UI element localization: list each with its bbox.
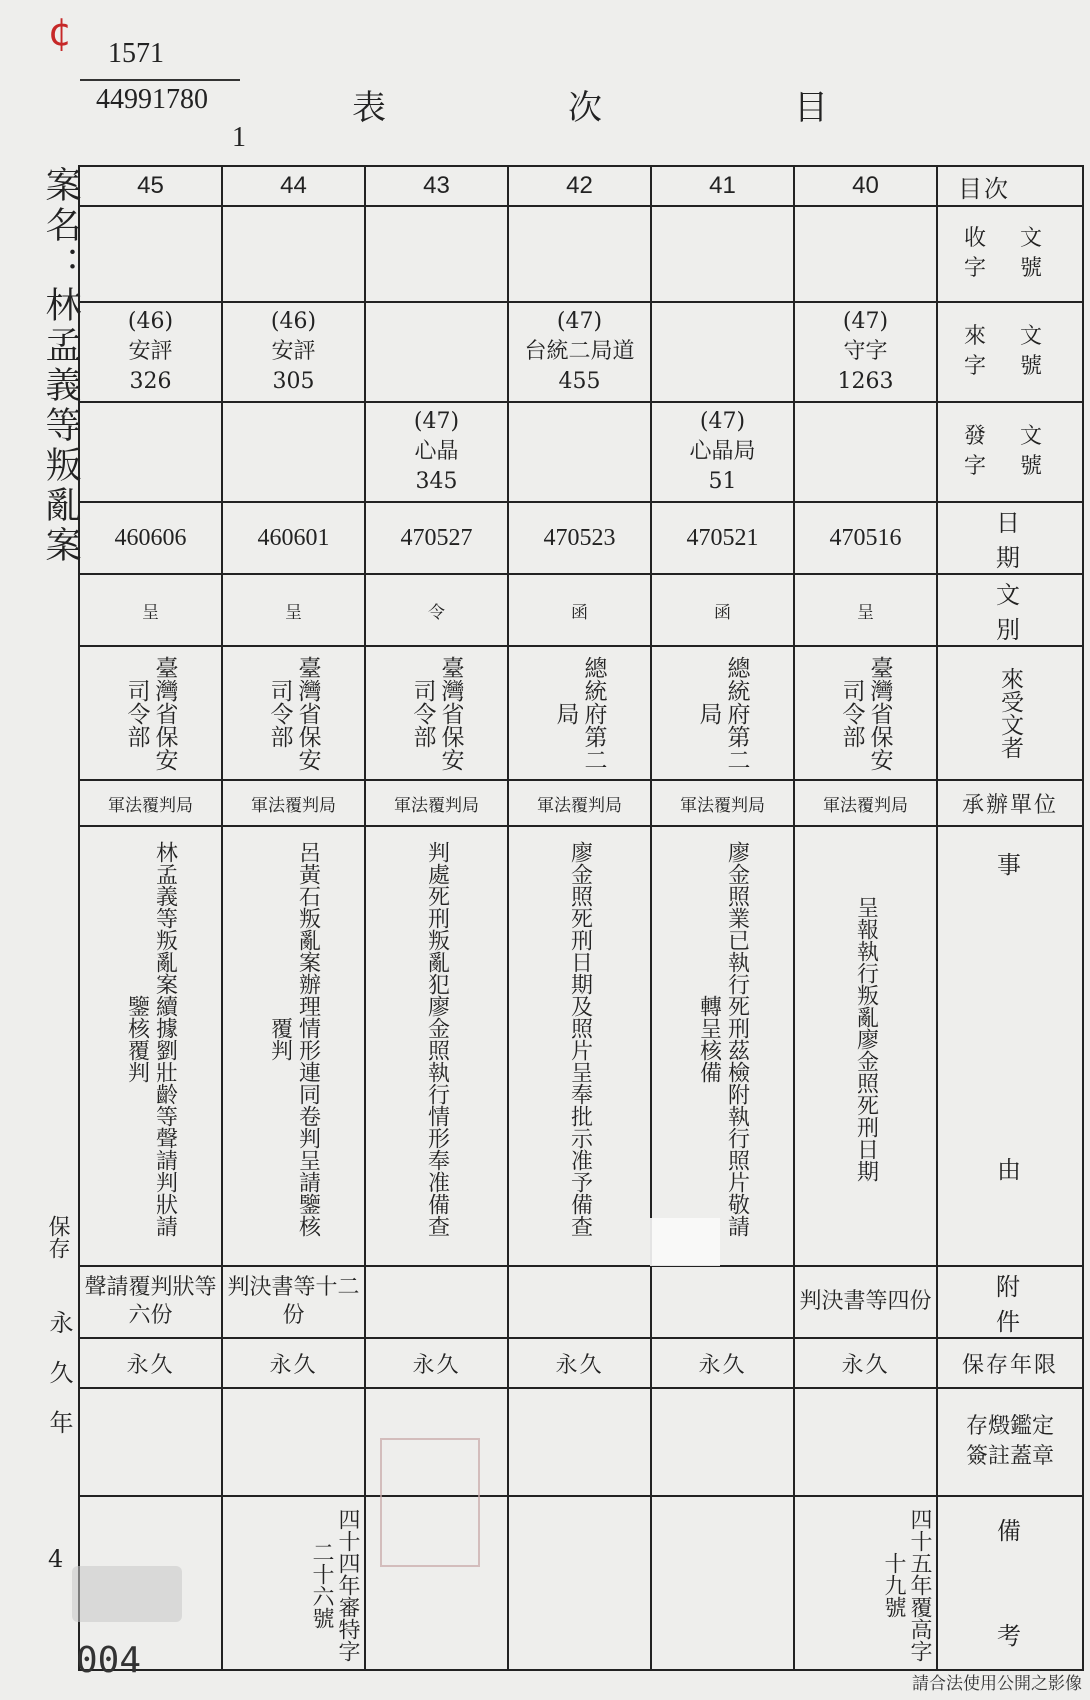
file-denominator: 44991780 bbox=[96, 84, 208, 115]
label-handler: 承辦單位 bbox=[937, 780, 1083, 826]
label-send-no-1: 發文 bbox=[963, 424, 1076, 449]
subject: 廖金照死刑日期及照片呈奉批示准予備查 bbox=[567, 841, 593, 1237]
retention: 永久 bbox=[79, 1338, 222, 1388]
retention: 永久 bbox=[794, 1338, 937, 1388]
date-value: 460606 bbox=[79, 502, 222, 574]
attachment bbox=[508, 1266, 651, 1338]
subject: 林孟義等叛亂案續據劉壯齡等聲請判狀請鑒核覆判 bbox=[124, 841, 178, 1237]
correspondent: 臺灣省保安司令部 bbox=[838, 655, 893, 771]
row-subject bbox=[79, 826, 1083, 1266]
come-number: 1263 bbox=[837, 369, 894, 394]
correspondent: 臺灣省保安司令部 bbox=[409, 655, 464, 771]
subject: 判處死刑叛亂犯廖金照執行情形奉准備查 bbox=[424, 841, 450, 1237]
label-attachment: 附件 bbox=[937, 1266, 1083, 1338]
side-number: 4 bbox=[48, 1545, 64, 1573]
col-no: 42 bbox=[508, 166, 651, 206]
preservation-value: 永久年 bbox=[45, 1310, 73, 1460]
volume-number: 1 bbox=[232, 122, 246, 153]
label-remark-bottom: 考 bbox=[997, 1622, 1023, 1650]
row-handler bbox=[79, 780, 1083, 826]
label-retention: 保存年限 bbox=[937, 1338, 1083, 1388]
label-recv-no-2: 字號 bbox=[963, 256, 1076, 281]
subject: 呂黃石叛亂案辦理情形連同卷判呈請鑒核覆判 bbox=[267, 841, 321, 1237]
red-seal-stamp bbox=[380, 1438, 480, 1567]
col-no: 44 bbox=[222, 166, 365, 206]
doc-type: 函 bbox=[508, 574, 651, 646]
title-char-2: 次 bbox=[568, 88, 604, 128]
row-seal bbox=[79, 1388, 1083, 1496]
handler: 軍法覆判局 bbox=[651, 780, 794, 826]
row-come-no bbox=[79, 302, 1083, 402]
handler: 軍法覆判局 bbox=[365, 780, 508, 826]
attachment: 判決書等四份 bbox=[794, 1266, 937, 1338]
come-year: (47) bbox=[556, 309, 603, 334]
send-word: 心晶 bbox=[414, 439, 459, 464]
label-correspondent: 來受文者 bbox=[997, 667, 1023, 759]
handler: 軍法覆判局 bbox=[222, 780, 365, 826]
come-number: 455 bbox=[558, 369, 601, 394]
retention: 永久 bbox=[508, 1338, 651, 1388]
file-numerator: 1571 bbox=[108, 38, 164, 69]
subject: 廖金照業已執行死刑茲檢附執行照片敬請轉呈核備 bbox=[696, 841, 750, 1237]
row-date bbox=[79, 502, 1083, 574]
doc-type: 呈 bbox=[79, 574, 222, 646]
send-number: 345 bbox=[415, 469, 458, 494]
doc-type: 呈 bbox=[794, 574, 937, 646]
remark: 四十五年覆高字十九號 bbox=[881, 1508, 932, 1662]
row-order bbox=[79, 166, 1083, 206]
fraction-line bbox=[80, 79, 240, 81]
label-seal-1: 存燬鑑定 bbox=[965, 1414, 1054, 1439]
attachment bbox=[365, 1266, 508, 1338]
come-word: 安評 bbox=[128, 339, 173, 364]
date-value: 460601 bbox=[222, 502, 365, 574]
book-icon bbox=[72, 1566, 182, 1622]
come-year: (47) bbox=[842, 309, 889, 334]
col-no: 43 bbox=[365, 166, 508, 206]
row-doc-type bbox=[79, 574, 1083, 646]
doc-type: 呈 bbox=[222, 574, 365, 646]
handler: 軍法覆判局 bbox=[79, 780, 222, 826]
retention: 永久 bbox=[365, 1338, 508, 1388]
send-year: (47) bbox=[699, 409, 746, 434]
retention: 永久 bbox=[222, 1338, 365, 1388]
doc-type: 令 bbox=[365, 574, 508, 646]
come-year: (46) bbox=[270, 309, 317, 334]
correspondent: 總統府第二局 bbox=[552, 655, 607, 771]
label-seal-2: 簽註蓋章 bbox=[965, 1444, 1054, 1469]
row-remark bbox=[79, 1496, 1083, 1670]
correspondent: 臺灣省保安司令部 bbox=[266, 655, 321, 771]
send-number: 51 bbox=[708, 469, 737, 494]
date-value: 470516 bbox=[794, 502, 937, 574]
correspondent: 總統府第二局 bbox=[695, 655, 750, 771]
label-remark-top: 備 bbox=[997, 1517, 1023, 1545]
date-value: 470527 bbox=[365, 502, 508, 574]
attachment bbox=[651, 1266, 794, 1338]
come-number: 326 bbox=[129, 369, 172, 394]
label-doc-type: 文別 bbox=[937, 574, 1083, 646]
attachment: 聲請覆判狀等六份 bbox=[79, 1266, 222, 1338]
date-value: 470521 bbox=[651, 502, 794, 574]
come-word: 守字 bbox=[843, 339, 888, 364]
subject: 呈報執行叛亂廖金照死刑日期 bbox=[853, 896, 879, 1182]
remark: 四十四年審特字二十六號 bbox=[309, 1508, 360, 1662]
row-retention bbox=[79, 1338, 1083, 1388]
correspondent: 臺灣省保安司令部 bbox=[123, 655, 178, 771]
preservation-label: 保存 bbox=[45, 1215, 70, 1259]
label-date: 日期 bbox=[937, 502, 1083, 574]
col-no: 45 bbox=[79, 166, 222, 206]
come-word: 台統二局道 bbox=[524, 339, 635, 364]
page-number: 004 bbox=[76, 1640, 142, 1681]
retention: 永久 bbox=[651, 1338, 794, 1388]
col-no: 41 bbox=[651, 166, 794, 206]
row-send-no bbox=[79, 402, 1083, 502]
label-subject-bottom: 由 bbox=[997, 1156, 1023, 1184]
date-value: 470523 bbox=[508, 502, 651, 574]
row-attachment bbox=[79, 1266, 1083, 1338]
col-no: 40 bbox=[794, 166, 937, 206]
handler: 軍法覆判局 bbox=[794, 780, 937, 826]
label-come-no-2: 字號 bbox=[963, 354, 1076, 379]
title-char-1: 表 bbox=[352, 88, 388, 128]
archive-stamp: ¢ bbox=[48, 10, 73, 54]
attachment: 判決書等十二份 bbox=[222, 1266, 365, 1338]
catalog-table bbox=[78, 165, 1084, 1671]
doc-type: 函 bbox=[651, 574, 794, 646]
handler: 軍法覆判局 bbox=[508, 780, 651, 826]
label-send-no-2: 字號 bbox=[963, 454, 1076, 479]
row-correspondent bbox=[79, 646, 1083, 780]
footer-notice: 請合法使用公開之影像 bbox=[912, 1674, 1082, 1694]
send-year: (47) bbox=[413, 409, 460, 434]
case-name: 案名：林孟義等叛亂案 bbox=[40, 166, 81, 566]
come-year: (46) bbox=[127, 309, 174, 334]
title-char-3: 目 bbox=[794, 88, 830, 128]
row-recv-no bbox=[79, 206, 1083, 302]
label-subject-top: 事 bbox=[997, 851, 1023, 879]
send-word: 心晶局 bbox=[689, 439, 756, 464]
label-come-no-1: 來文 bbox=[963, 324, 1076, 349]
come-word: 安評 bbox=[271, 339, 316, 364]
come-number: 305 bbox=[272, 369, 315, 394]
redaction-strip bbox=[650, 1218, 720, 1266]
label-recv-no-1: 收文 bbox=[963, 226, 1076, 251]
label-order: 目次 bbox=[958, 174, 1010, 203]
